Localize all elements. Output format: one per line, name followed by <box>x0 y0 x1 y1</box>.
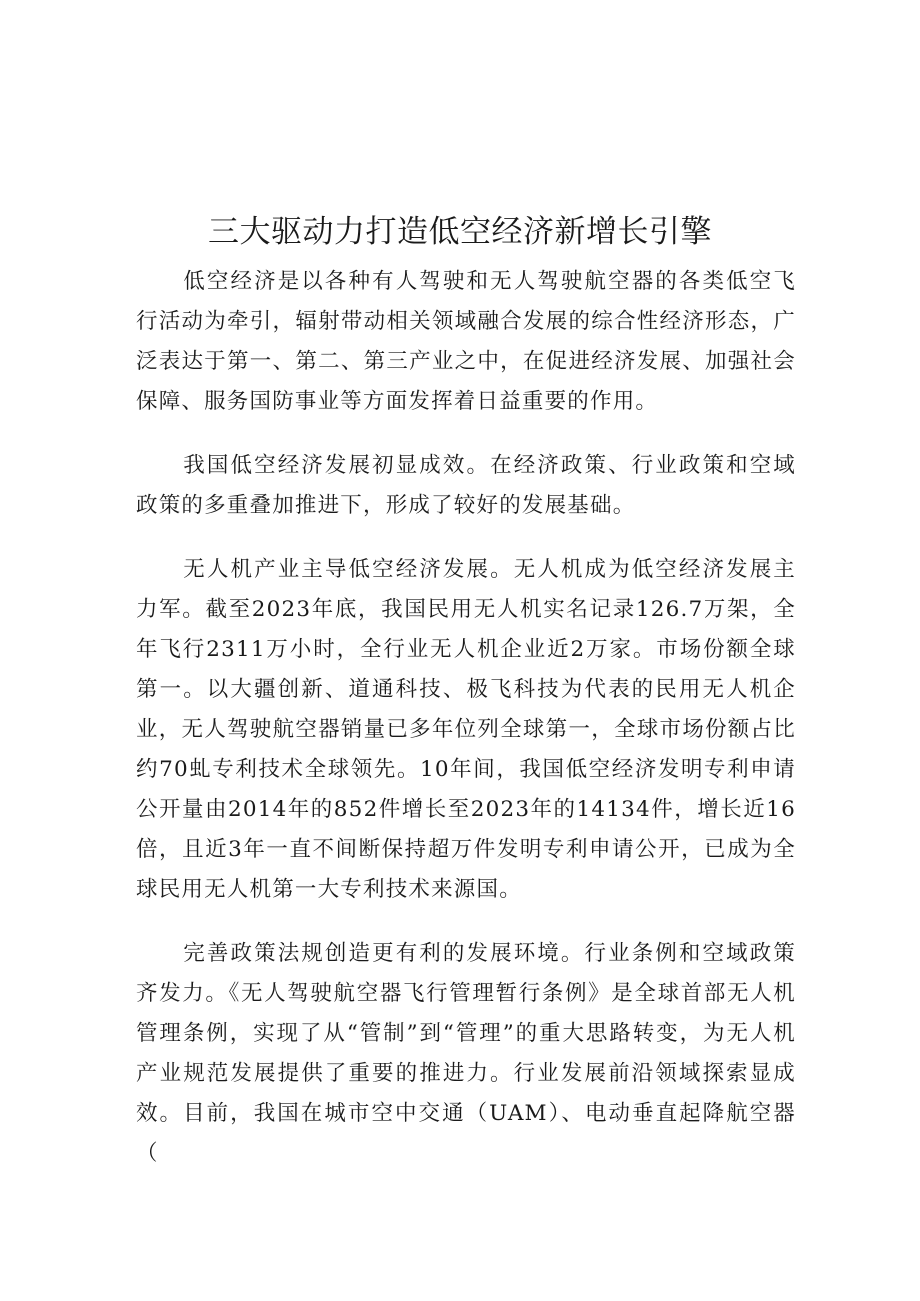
document-title: 三大驱动力打造低空经济新增长引擎 <box>208 214 712 250</box>
document-body <box>136 262 796 1198</box>
paragraph-policy: 完善政策法规创造更有利的发展环境。行业条例和空域政策齐发力。《无人驾驶航空器飞行管理暂行条例》是全球首部无人机管理条例，实现了从“管制”到“管理”的重大思路转变，为无人机产业规范发展提供了重要的推进力。行业发展前沿领域探索显成效。目前，我国在城市空中交通（UAM）、电动垂直起降航空器（ <box>136 941 796 1166</box>
paragraph-intro: 低空经济是以各种有人驾驶和无人驾驶航空器的各类低空飞行活动为牵引，辐射带动相关领域融合发展的综合性经济形态，广泛表达于第一、第二、第三产业之中，在促进经济发展、加强社会保障、服务国防事业等方面发挥着日益重要的作用。 <box>136 269 796 414</box>
paragraph-development: 我国低空经济发展初显成效。在经济政策、行业政策和空域政策的多重叠加推进下，形成了较好的发展基础。 <box>136 453 796 518</box>
paragraph-drone-industry: 无人机产业主导低空经济发展。无人机成为低空经济发展主力军。截至2023年底，我国民用无人机实名记录126.7万架，全年飞行2311万小时，全行业无人机企业近2万家。市场份额全球第一。以大疆创新、道通科技、极飞科技为代表的民用无人机企业，无人驾驶航空器销量已多年位列全球第一，全球市场份额占比约70虬专利技术全球领先。10年间，我国低空经济发明专利申请公开量由2014年的852件增长至2023年的14134件，增长近16倍，且近3年一直不间断保持超万件发明专利申请公开，已成为全球民用无人机第一大专利技术来源国。 <box>136 557 796 902</box>
